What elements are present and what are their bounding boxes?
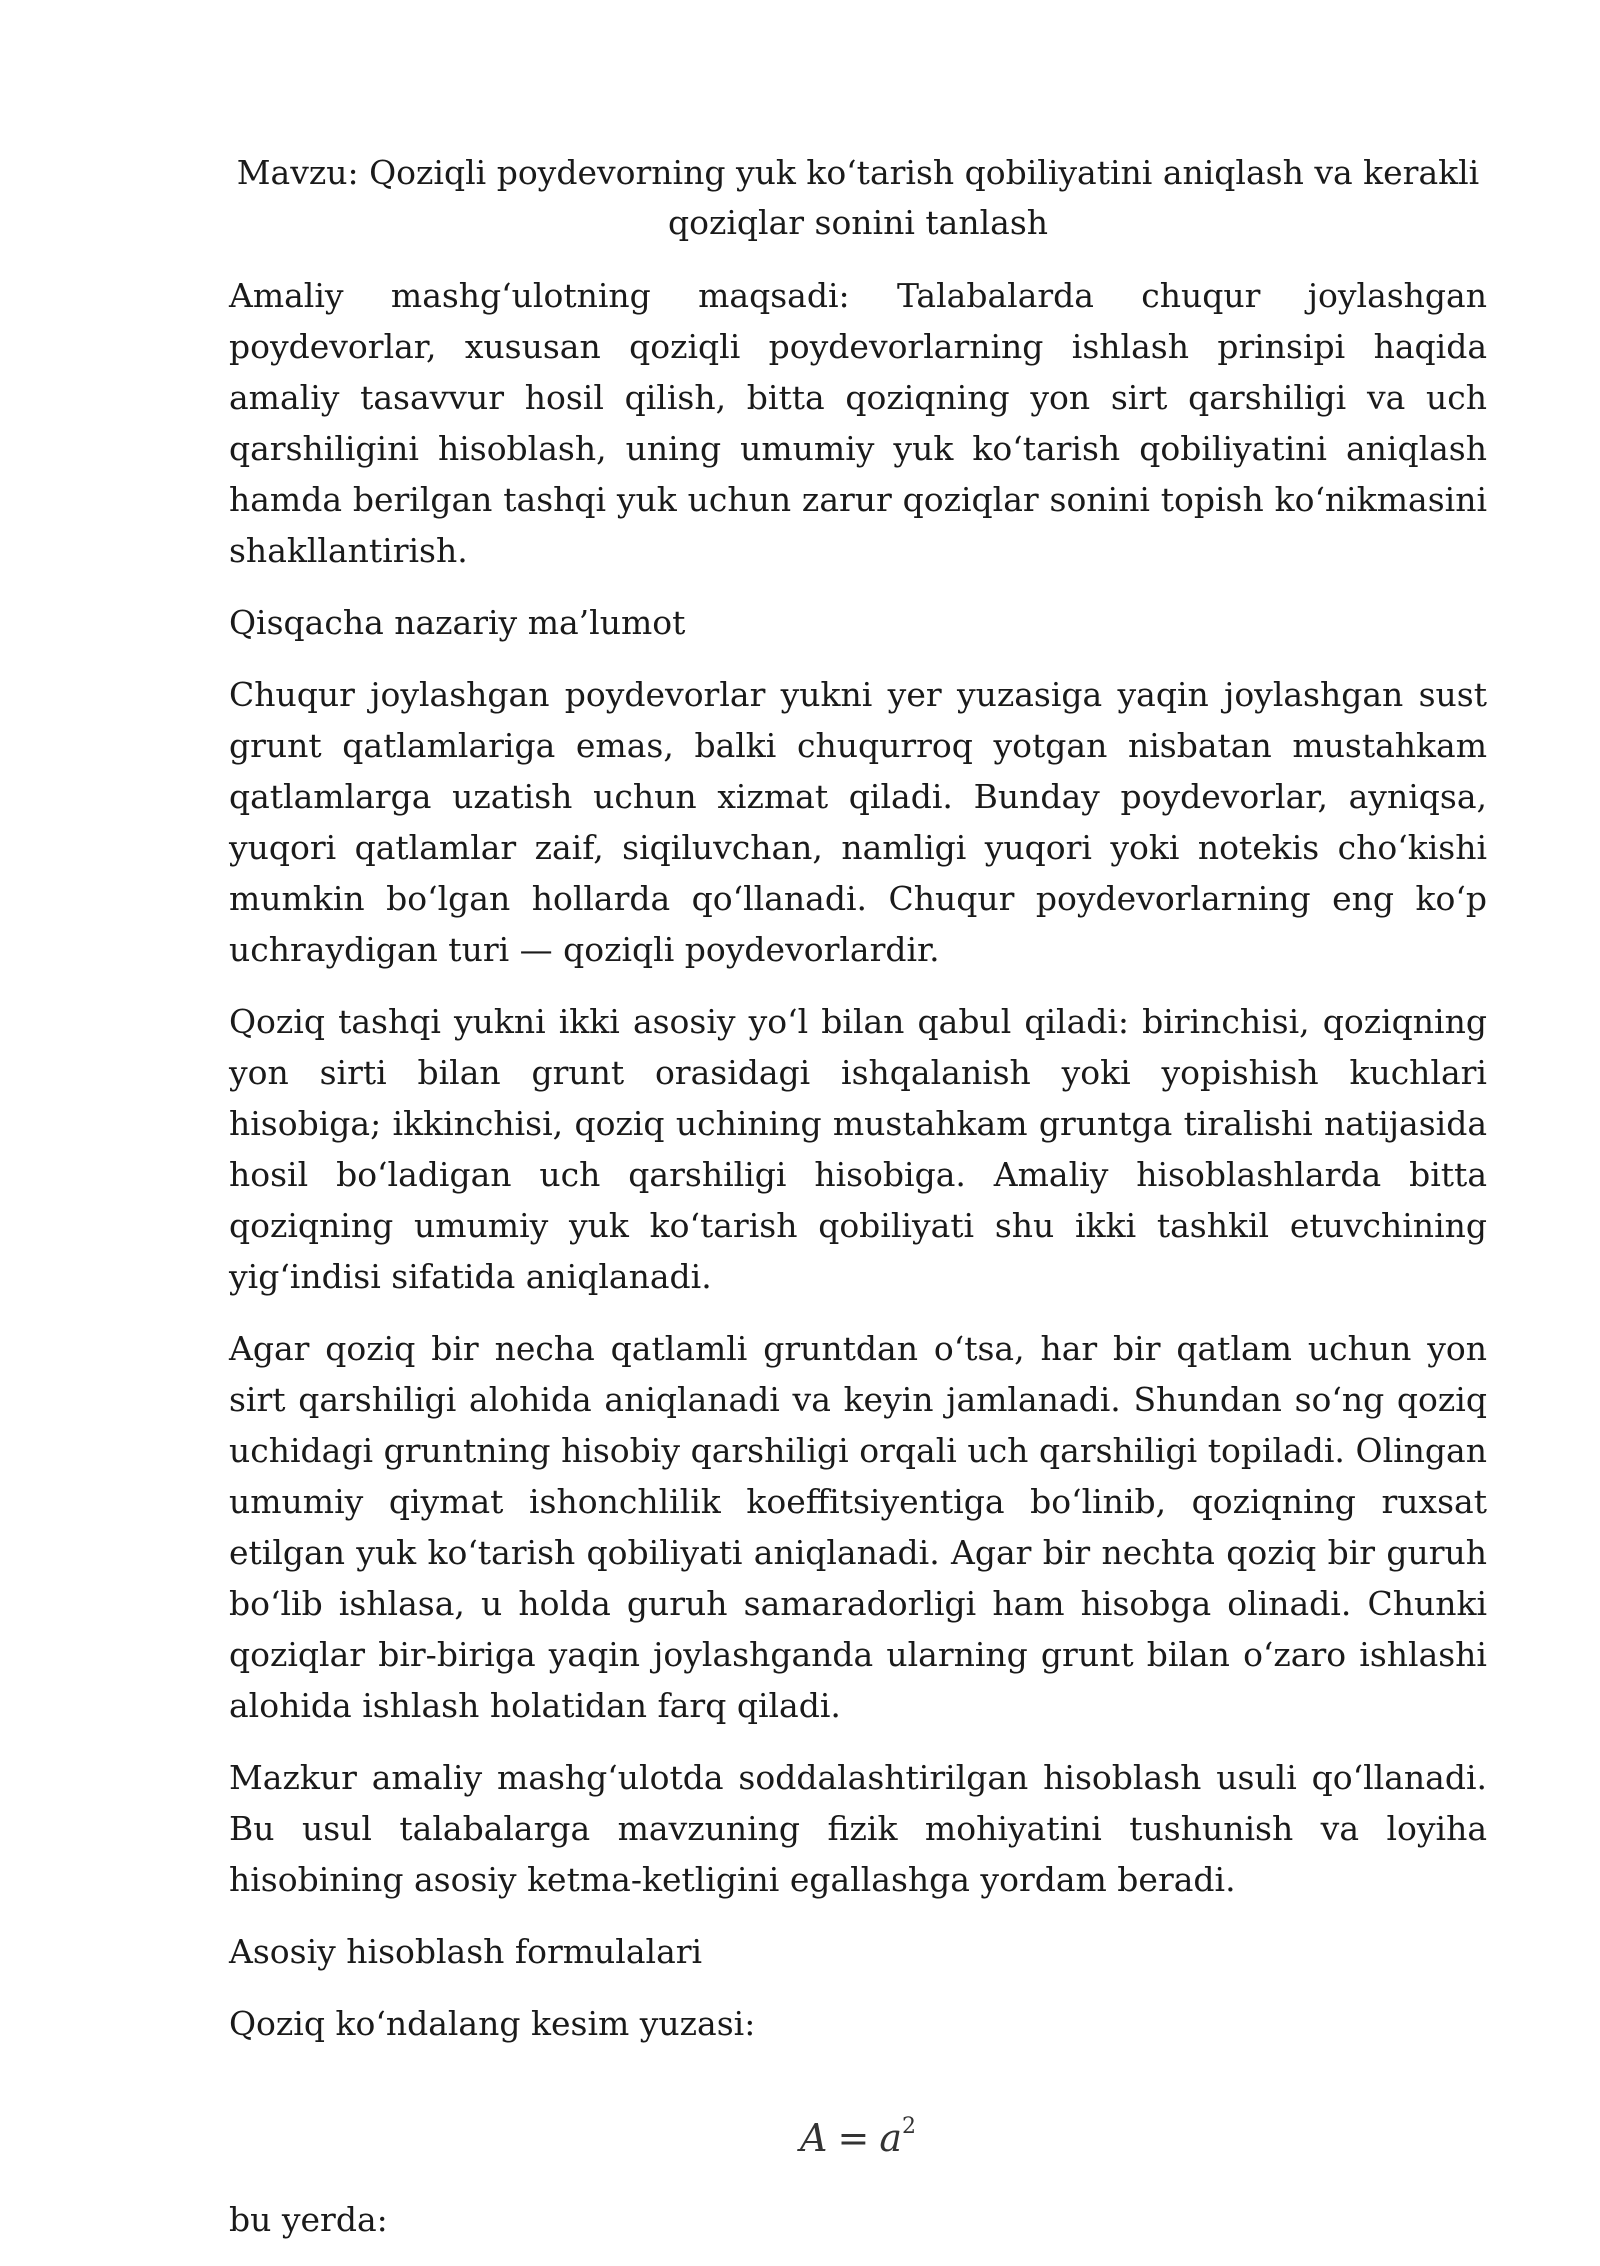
document-title — [229, 148, 1487, 248]
title-line-1: Mavzu: Qoziqli poydevorning yuk ko‘tarish qobiliyatini aniqlash va kerakli — [236, 153, 1480, 192]
formula-base: a — [879, 2116, 902, 2160]
formula-lhs: A — [800, 2116, 828, 2160]
formula-exponent: 2 — [901, 2114, 916, 2139]
theory-paragraph-4: Mazkur amaliy mashg‘ulotda soddalashtirilgan hisoblash usuli qo‘llanadi. Bu usul talabalarga mavzuning fizik mohiyatini tushunish va loyiha hisobining asosiy ketma-ketligini egallashga yordam beradi. — [229, 1758, 1487, 1899]
title-line-2: qoziqlar sonini tanlash — [667, 203, 1049, 242]
formula-equals: = — [837, 2116, 870, 2160]
theory-paragraph-1: Chuqur joylashgan poydevorlar yukni yer yuzasiga yaqin joylashgan sust grunt qatlamlariga emas, balki chuqurroq yotgan nisbatan mustahkam qatlamlarga uzatish uchun xizmat qiladi. Bunday poydevorlar, ayniqsa, yuqori qatlamlar zaif, siqiluvchan, namligi yuqori yoki notekis cho‘kishi mumkin bo‘lgan hollarda qo‘llanadi. Chuqur poydevorlarning eng ko‘p uchraydigan turi — qoziqli poydevorlardir. — [229, 675, 1487, 969]
area-formula — [229, 2101, 1487, 2164]
where-label: bu yerda: — [229, 2200, 388, 2239]
cross-section-label: Qoziq ko‘ndalang kesim yuzasi: — [229, 2004, 756, 2043]
goal-paragraph: Amaliy mashg‘ulotning maqsadi: Talabalarda chuqur joylashgan poydevorlar, xususan qoziqli poydevorlarning ishlash prinsipi haqida amaliy tasavvur hosil qilish, bitta qoziqning yon sirt qarshiligi va uch qarshiligini hisoblash, uning umumiy yuk ko‘tarish qobiliyatini aniqlash hamda berilgan tashqi yuk uchun zarur qoziqlar sonini topish ko‘nikmasini shakllantirish. — [229, 276, 1487, 570]
document-page — [229, 148, 1487, 2266]
formulas-heading: Asosiy hisoblash formulalari — [229, 1932, 703, 1971]
theory-heading: Qisqacha nazariy ma’lumot — [229, 603, 686, 642]
theory-paragraph-2: Qoziq tashqi yukni ikki asosiy yo‘l bilan qabul qiladi: birinchisi, qoziqning yon sirti bilan grunt orasidagi ishqalanish yoki yopishish kuchlari hisobiga; ikkinchisi, qoziq uchining mustahkam gruntga tiralishi natijasida hosil bo‘ladigan uch qarshiligi hisobiga. Amaliy hisoblashlarda bitta qoziqning umumiy yuk ko‘tarish qobiliyati shu ikki tashkil etuvchining yig‘indisi sifatida aniqlanadi. — [229, 1002, 1487, 1296]
theory-paragraph-3: Agar qoziq bir necha qatlamli gruntdan o‘tsa, har bir qatlam uchun yon sirt qarshiligi alohida aniqlanadi va keyin jamlanadi. Shundan so‘ng qoziq uchidagi gruntning hisobiy qarshiligi orqali uch qarshiligi topiladi. Olingan umumiy qiymat ishonchlilik koeffitsiyentiga bo‘linib, qoziqning ruxsat etilgan yuk ko‘tarish qobiliyati aniqlanadi. Agar bir nechta qoziq bir guruh bo‘lib ishlasa, u holda guruh samaradorligi ham hisobga olinadi. Chunki qoziqlar bir-biriga yaqin joylashganda ularning grunt bilan o‘zaro ishlashi alohida ishlash holatidan farq qiladi. — [229, 1329, 1487, 1725]
